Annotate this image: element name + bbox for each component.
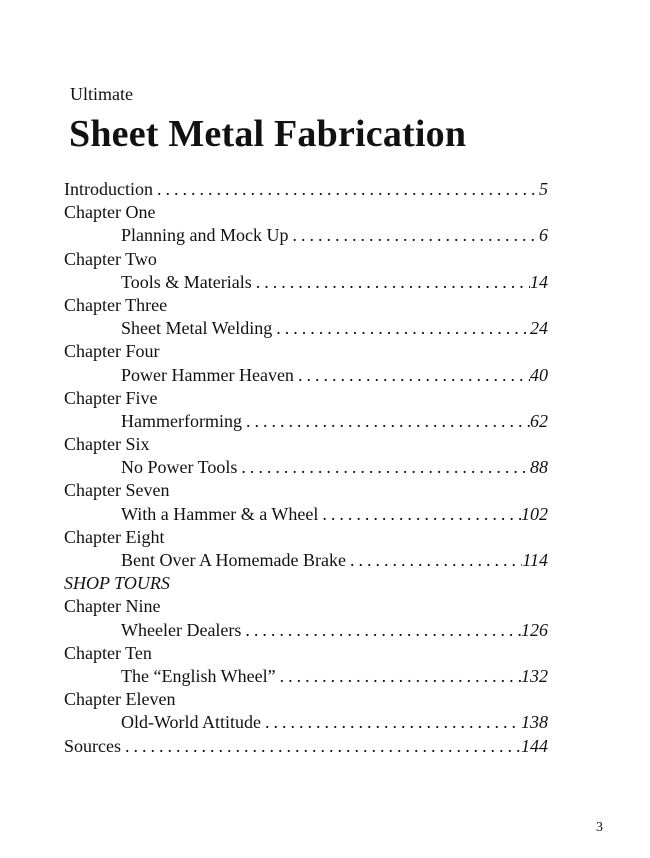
- toc-entry: [64, 248, 548, 271]
- toc-entry-page: 102: [521, 503, 548, 524]
- toc-entry: [64, 456, 548, 479]
- toc-entry-label: SHOP TOURS: [64, 573, 170, 594]
- toc-entry: [64, 271, 548, 294]
- toc-entry: [64, 665, 548, 688]
- toc-entry-page: 144: [521, 735, 548, 756]
- toc-entry-label: With a Hammer & a Wheel: [121, 503, 319, 524]
- dot-leader: [121, 735, 521, 758]
- toc-entry-label: Tools & Materials: [121, 271, 252, 292]
- toc-entry-label: Chapter Ten: [64, 642, 152, 663]
- dot-leader: [153, 178, 539, 201]
- toc-entry: [64, 433, 548, 456]
- toc-entry-page: 126: [521, 619, 548, 640]
- toc-entry-label: Power Hammer Heaven: [121, 364, 294, 385]
- toc-entry-label: No Power Tools: [121, 457, 238, 478]
- dot-leader: [242, 410, 530, 433]
- toc-entry-page: 132: [521, 665, 548, 686]
- toc-entry-label: The “English Wheel”: [121, 665, 276, 686]
- toc-entry: [64, 711, 548, 734]
- toc-entry-label: Chapter Six: [64, 434, 150, 455]
- dot-leader: [237, 456, 530, 479]
- toc-entry: [64, 224, 548, 247]
- toc-entry-page: 88: [530, 457, 548, 478]
- page-number: 3: [596, 820, 603, 835]
- toc-entry-page: 5: [539, 179, 548, 199]
- dot-leader: [288, 224, 539, 247]
- toc-entry-label: Wheeler Dealers: [121, 619, 242, 640]
- toc-entry: [64, 201, 548, 224]
- toc-entry: [64, 317, 548, 340]
- dot-leader: [241, 619, 521, 642]
- toc-entry: [64, 340, 548, 363]
- toc-entry-label: Introduction: [64, 179, 153, 199]
- toc-entry-label: Sheet Metal Welding: [121, 318, 273, 339]
- toc-entry-label: Chapter Four: [64, 341, 160, 362]
- toc-entry: [64, 595, 548, 618]
- toc-entry: [64, 572, 548, 595]
- toc-entry: [64, 387, 548, 410]
- toc-entry-label: Sources: [64, 735, 121, 756]
- toc-entry-label: Hammerforming: [121, 410, 242, 431]
- toc-entry-label: Chapter One: [64, 202, 156, 223]
- toc-entry-label: Chapter Five: [64, 387, 158, 408]
- dot-leader: [346, 549, 522, 572]
- toc-entry: [64, 410, 548, 433]
- toc-entry: [64, 526, 548, 549]
- toc-entry-label: Chapter Three: [64, 294, 168, 315]
- dot-leader: [272, 317, 530, 340]
- toc-entry-label: Old-World Attitude: [121, 712, 262, 733]
- toc-entry: [64, 503, 548, 526]
- toc-entry: [64, 735, 548, 758]
- toc-entry-label: Chapter Two: [64, 248, 157, 269]
- toc-entry-page: 24: [530, 318, 548, 339]
- dot-leader: [252, 271, 530, 294]
- toc-entry: [64, 688, 548, 711]
- toc-entry-label: Planning and Mock Up: [121, 225, 289, 246]
- toc-entry: [64, 549, 548, 572]
- toc-entry: [64, 642, 548, 665]
- toc-entry-page: 138: [521, 712, 548, 733]
- book-subtitle: Ultimate: [70, 84, 133, 104]
- dot-leader: [261, 711, 521, 734]
- dot-leader: [318, 503, 521, 526]
- toc-entry-label: Chapter Seven: [64, 480, 170, 501]
- toc-entry: [64, 178, 548, 201]
- toc-entry-label: Bent Over A Homemade Brake: [121, 550, 346, 570]
- toc-entry: [64, 364, 548, 387]
- toc-entry: [64, 479, 548, 502]
- toc-entry-label: Chapter Eight: [64, 526, 165, 547]
- toc-entry-label: Chapter Eleven: [64, 689, 176, 710]
- toc-entry-page: 14: [530, 271, 548, 292]
- toc-entry: [64, 619, 548, 642]
- dot-leader: [276, 665, 521, 688]
- toc-entry-label: Chapter Nine: [64, 596, 161, 617]
- toc-entry-page: 62: [530, 410, 548, 431]
- book-title: Sheet Metal Fabrication: [69, 113, 467, 155]
- table-of-contents: [64, 178, 548, 758]
- toc-entry-page: 114: [522, 550, 548, 570]
- toc-entry-page: 40: [530, 364, 548, 385]
- toc-entry: [64, 294, 548, 317]
- toc-entry-page: 6: [539, 225, 548, 246]
- dot-leader: [294, 364, 530, 387]
